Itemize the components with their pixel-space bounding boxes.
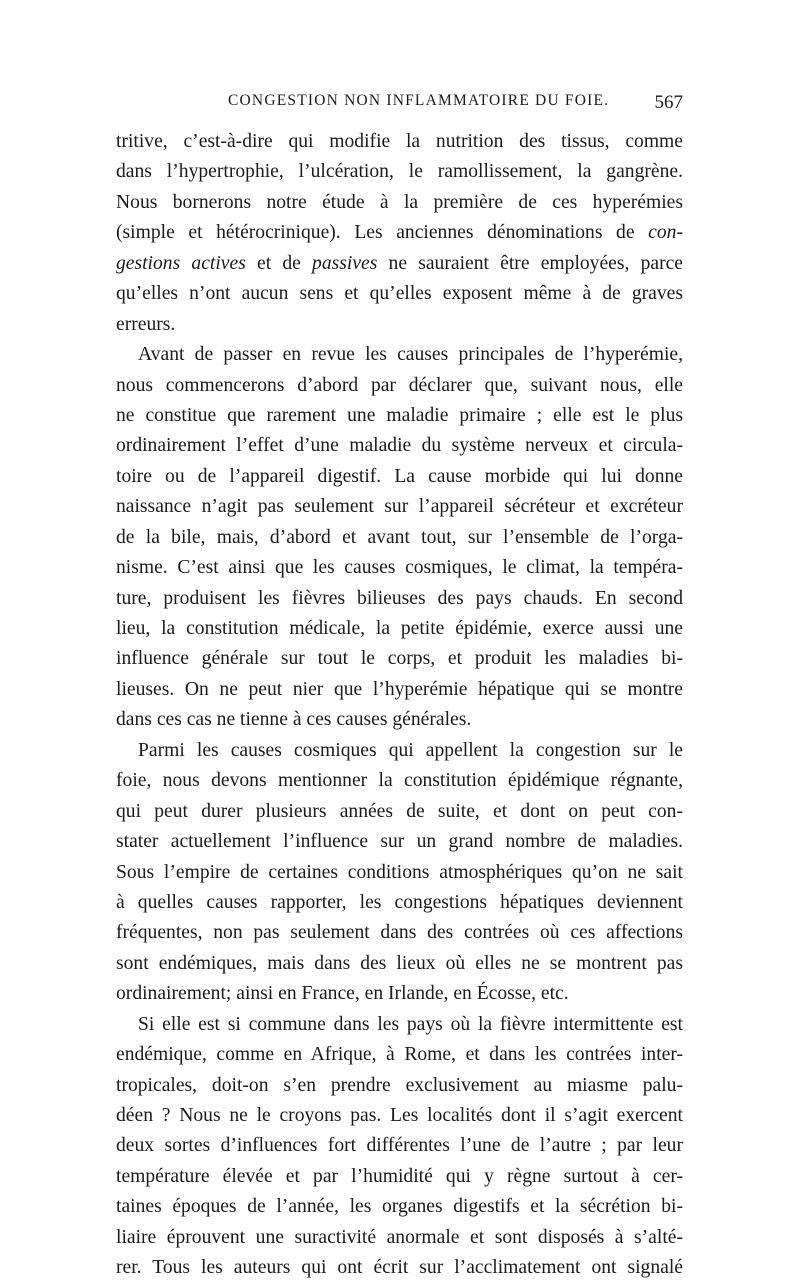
text-segment: nous commencerons d’abord par déclarer que, suivant nous, elle xyxy=(116,374,683,396)
italic-text: con- xyxy=(648,222,683,244)
text-segment: lieuses. On ne peut nier que l’hyperémie hépatique qui se montre xyxy=(116,678,683,700)
text-segment: toire ou de l’appareil digestif. La cause morbide qui lui donne xyxy=(116,465,683,487)
text-line xyxy=(116,431,683,461)
text-line xyxy=(116,157,683,187)
text-segment: dans ces cas ne tienne à ces causes générales. xyxy=(116,709,472,731)
text-segment: (simple et hétérocrinique). Les anciennes dénominations de xyxy=(116,222,649,244)
text-line xyxy=(116,827,683,857)
text-line xyxy=(116,888,683,918)
text-line xyxy=(116,1253,683,1283)
text-line xyxy=(116,401,683,431)
text-segment: deux sortes d’influences fort différentes l’une de l’autre ; par leur xyxy=(116,1135,683,1157)
text-segment: erreurs. xyxy=(116,313,176,335)
text-segment: température élevée et par l’humidité qui y règne surtout à cer- xyxy=(116,1165,683,1187)
text-line xyxy=(116,310,683,340)
running-head-title: CONGESTION NON INFLAMMATOIRE DU FOIE. xyxy=(228,92,610,109)
text-segment: rer. Tous les auteurs qui ont écrit sur l’acclimatement ont signalé xyxy=(116,1257,683,1279)
text-line xyxy=(116,766,683,796)
text-segment: sont endémiques, mais dans des lieux où elles ne se montrent pas xyxy=(116,952,683,974)
text-line xyxy=(116,1040,683,1070)
text-segment: endémique, comme en Afrique, à Rome, et dans les contrées inter- xyxy=(116,1044,683,1066)
running-head xyxy=(116,92,683,120)
text-line xyxy=(116,644,683,674)
text-line xyxy=(116,675,683,705)
text-segment: taines époques de l’année, les organes digestifs et la sécrétion bi- xyxy=(116,1196,683,1218)
text-segment: foie, nous devons mentionner la constitution épidémique régnante, xyxy=(116,770,683,792)
text-segment: qu’elles n’ont aucun sens et qu’elles exposent même à de graves xyxy=(116,283,683,305)
text-segment: liaire éprouvent une suractivité anormale et sont disposés à s’alté- xyxy=(116,1226,683,1248)
page-number: 567 xyxy=(654,92,683,113)
text-segment: déen ? Nous ne le croyons pas. Les localités dont il s’agit exercent xyxy=(116,1105,683,1126)
text-segment: Sous l’empire de certaines conditions atmosphériques qu’on ne sait xyxy=(116,861,683,883)
text-line xyxy=(116,188,683,218)
text-line xyxy=(116,584,683,614)
text-line xyxy=(116,127,683,157)
text-segment: naissance n’agit pas seulement sur l’appareil sécréteur et excréteur xyxy=(116,496,683,518)
text-segment: tritive, c’est-à-dire qui modifie la nutrition des tissus, comme xyxy=(116,131,683,152)
text-segment: qui peut durer plusieurs années de suite, et dont on peut con- xyxy=(116,800,683,822)
text-line xyxy=(116,553,683,583)
text-line xyxy=(116,1010,683,1040)
text-line xyxy=(116,1071,683,1101)
text-line xyxy=(116,279,683,309)
text-segment: Parmi les causes cosmiques qui appellent la congestion sur le xyxy=(138,739,683,761)
text-segment: ordinairement l’effet d’une maladie du système nerveux et circula- xyxy=(116,435,683,457)
text-segment: ne sauraient être employées, parce xyxy=(377,252,683,274)
text-line xyxy=(116,1223,683,1253)
text-segment: ne constitue que rarement une maladie primaire ; elle est le plus xyxy=(116,404,683,426)
text-segment: à quelles causes rapporter, les congestions hépatiques deviennent xyxy=(116,891,683,913)
text-line xyxy=(116,462,683,492)
text-line xyxy=(116,736,683,766)
text-line xyxy=(116,705,683,735)
text-line xyxy=(116,614,683,644)
body-text xyxy=(116,127,683,1284)
text-segment: ture, produisent les fièvres bilieuses des pays chauds. En second xyxy=(116,587,683,609)
text-segment: de la bile, mais, d’abord et avant tout, sur l’ensemble de l’orga- xyxy=(116,526,683,548)
text-segment: Avant de passer en revue les causes principales de l’hyperémie, xyxy=(138,344,683,366)
text-segment: influence générale sur tout le corps, et produit les maladies bi- xyxy=(116,648,683,670)
text-line xyxy=(116,492,683,522)
text-line xyxy=(116,979,683,1009)
text-segment: Nous bornerons notre étude à la première de ces hyperémies xyxy=(116,191,683,213)
text-line xyxy=(116,1101,683,1131)
text-segment: tropicales, doit-on s’en prendre exclusivement au miasme palu- xyxy=(116,1074,683,1096)
text-segment: stater actuellement l’influence sur un grand nombre de maladies. xyxy=(116,831,683,853)
text-segment: et de xyxy=(245,252,313,274)
text-segment: Si elle est si commune dans les pays où la fièvre intermittente est xyxy=(138,1013,683,1035)
text-segment: nisme. C’est ainsi que les causes cosmiques, le climat, la tempéra- xyxy=(116,557,683,579)
text-segment: fréquentes, non pas seulement dans des contrées où ces affections xyxy=(116,922,683,944)
text-segment: dans l’hypertrophie, l’ulcération, le ramollissement, la gangrène. xyxy=(116,161,683,183)
text-line xyxy=(116,1131,683,1161)
text-line xyxy=(116,858,683,888)
italic-text: passives xyxy=(312,252,378,274)
text-line xyxy=(116,1192,683,1222)
text-segment: ordinairement; ainsi en France, en Irlande, en Écosse, etc. xyxy=(116,983,569,1005)
text-segment: lieu, la constitution médicale, la petite épidémie, exerce aussi une xyxy=(116,618,683,639)
text-line xyxy=(116,249,683,279)
text-line xyxy=(116,523,683,553)
text-line xyxy=(116,371,683,401)
text-line xyxy=(116,949,683,979)
text-line xyxy=(116,797,683,827)
italic-text: gestions actives xyxy=(116,252,246,274)
text-line xyxy=(116,340,683,370)
text-line xyxy=(116,1162,683,1192)
text-line xyxy=(116,918,683,948)
text-line xyxy=(116,218,683,248)
